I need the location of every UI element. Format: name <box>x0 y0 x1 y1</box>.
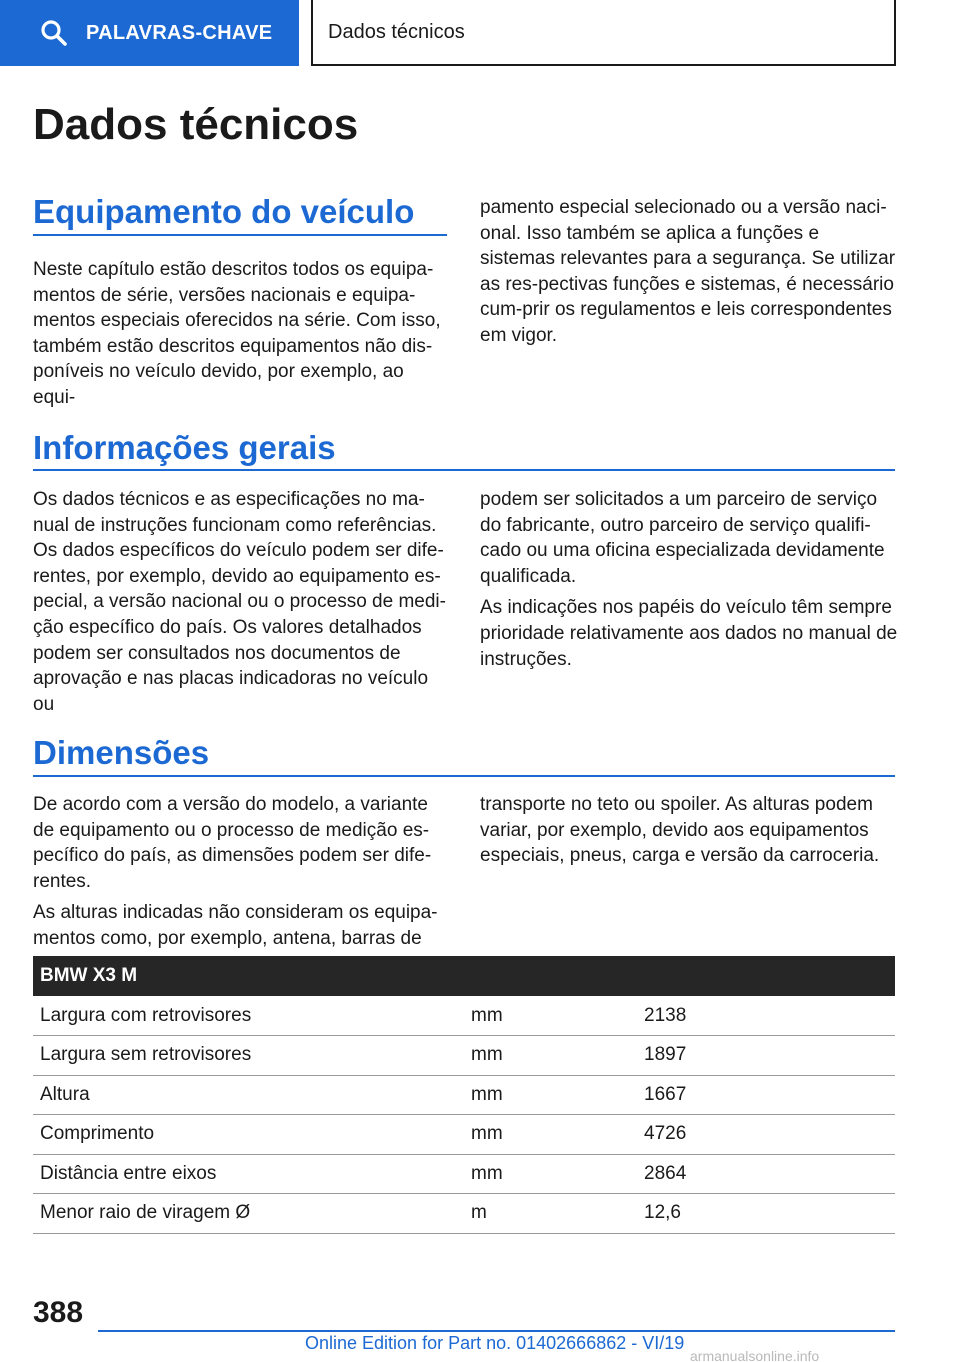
table-row <box>33 1115 895 1155</box>
row-unit: m <box>464 1194 637 1234</box>
section-rule-general <box>33 469 895 471</box>
row-label: Distância entre eixos <box>33 1154 464 1194</box>
table-row <box>33 1194 895 1234</box>
row-label: Comprimento <box>33 1115 464 1155</box>
search-icon <box>40 19 68 47</box>
dimensions-left-paragraph: As alturas indicadas não consideram os equipa-mentos como, por exemplo, antena, barras de <box>33 902 438 949</box>
row-value: 2864 <box>637 1154 895 1194</box>
row-value: 12,6 <box>637 1194 895 1234</box>
row-label: Largura sem retrovisores <box>33 1036 464 1076</box>
table-row <box>33 1075 895 1115</box>
page-number: 388 <box>33 1296 84 1329</box>
general-left-text: Os dados técnicos e as especificações no ma-nual de instruções funcionam como referências. Os dados específicos do veículo podem ser dife-rentes, por exemplo, devido ao equipamento es-pecial, a versão nacional ou o processo de medi-ção específico do país. Os valores detalhados podem ser consultados nos documentos de aprovação e nas placas indicadoras no veículo ou <box>33 489 446 715</box>
section-heading-general: Informações gerais <box>33 429 336 466</box>
table-row <box>33 1154 895 1194</box>
footer-watermark: armanualsonline.info <box>690 1348 820 1362</box>
section-heading-dimensions: Dimensões <box>33 734 210 771</box>
general-right-text <box>480 487 900 678</box>
dimensions-left-paragraph: De acordo com a versão do modelo, a variante de equipamento ou o processo de medição es-pecífico do país, as dimensões podem ser dife-rentes. <box>33 794 432 892</box>
dimensions-table <box>33 956 895 1234</box>
row-label: Largura com retrovisores <box>33 996 464 1036</box>
breadcrumb[interactable] <box>311 0 896 66</box>
table-row <box>33 996 895 1036</box>
breadcrumb-label: Dados técnicos <box>328 20 465 43</box>
keywords-button[interactable] <box>0 0 299 66</box>
table-header: BMW X3 M <box>33 956 895 996</box>
keywords-label: PALAVRAS-CHAVE <box>86 21 273 44</box>
row-unit: mm <box>464 1154 637 1194</box>
section-rule-equipment <box>33 234 447 236</box>
dimensions-right-text: transporte no teto ou spoiler. As alturas podem variar, por exemplo, devido aos equipamentos especiais, pneus, carga e versão da carroceria. <box>480 794 880 867</box>
row-value: 1897 <box>637 1036 895 1076</box>
row-value: 4726 <box>637 1115 895 1155</box>
row-label: Altura <box>33 1075 464 1115</box>
row-value: 1667 <box>637 1075 895 1115</box>
page-title: Dados técnicos <box>33 100 359 149</box>
row-label: Menor raio de viragem Ø <box>33 1194 464 1234</box>
row-value: 2138 <box>637 996 895 1036</box>
equipment-right-text: pamento especial selecionado ou a versão naci-onal. Isso também se aplica a funções e sistemas relevantes para a segurança. Se utilizar as res-pectivas funções e sistemas, é necessário cum-prir os regulamentos e leis correspondentes em vigor. <box>480 197 896 346</box>
general-right-paragraph: As indicações nos papéis do veículo têm sempre prioridade relativamente aos dados no manual de instruções. <box>480 597 898 670</box>
table-row <box>33 1036 895 1076</box>
dimensions-left-text <box>33 792 451 958</box>
section-rule-dimensions <box>33 775 895 777</box>
footer-edition: Online Edition for Part no. 01402666862 - VI/19 <box>305 1333 685 1353</box>
section-heading-equipment: Equipamento do veículo <box>33 193 415 230</box>
general-right-paragraph: podem ser solicitados a um parceiro de serviço do fabricante, outro parceiro de serviço qualifi-cado ou uma oficina especializada devidamente qualificada. <box>480 489 885 587</box>
row-unit: mm <box>464 1115 637 1155</box>
equipment-left-text: Neste capítulo estão descritos todos os equipa-mentos de série, versões nacionais e equipa-mentos especiais oferecidos na série. Com isso, também estão descritos equipamentos não dis-poníveis no veículo devido, por exemplo, ao equi- <box>33 259 441 408</box>
row-unit: mm <box>464 1036 637 1076</box>
row-unit: mm <box>464 996 637 1036</box>
top-bar <box>0 0 960 66</box>
footer-rule <box>98 1330 895 1332</box>
row-unit: mm <box>464 1075 637 1115</box>
